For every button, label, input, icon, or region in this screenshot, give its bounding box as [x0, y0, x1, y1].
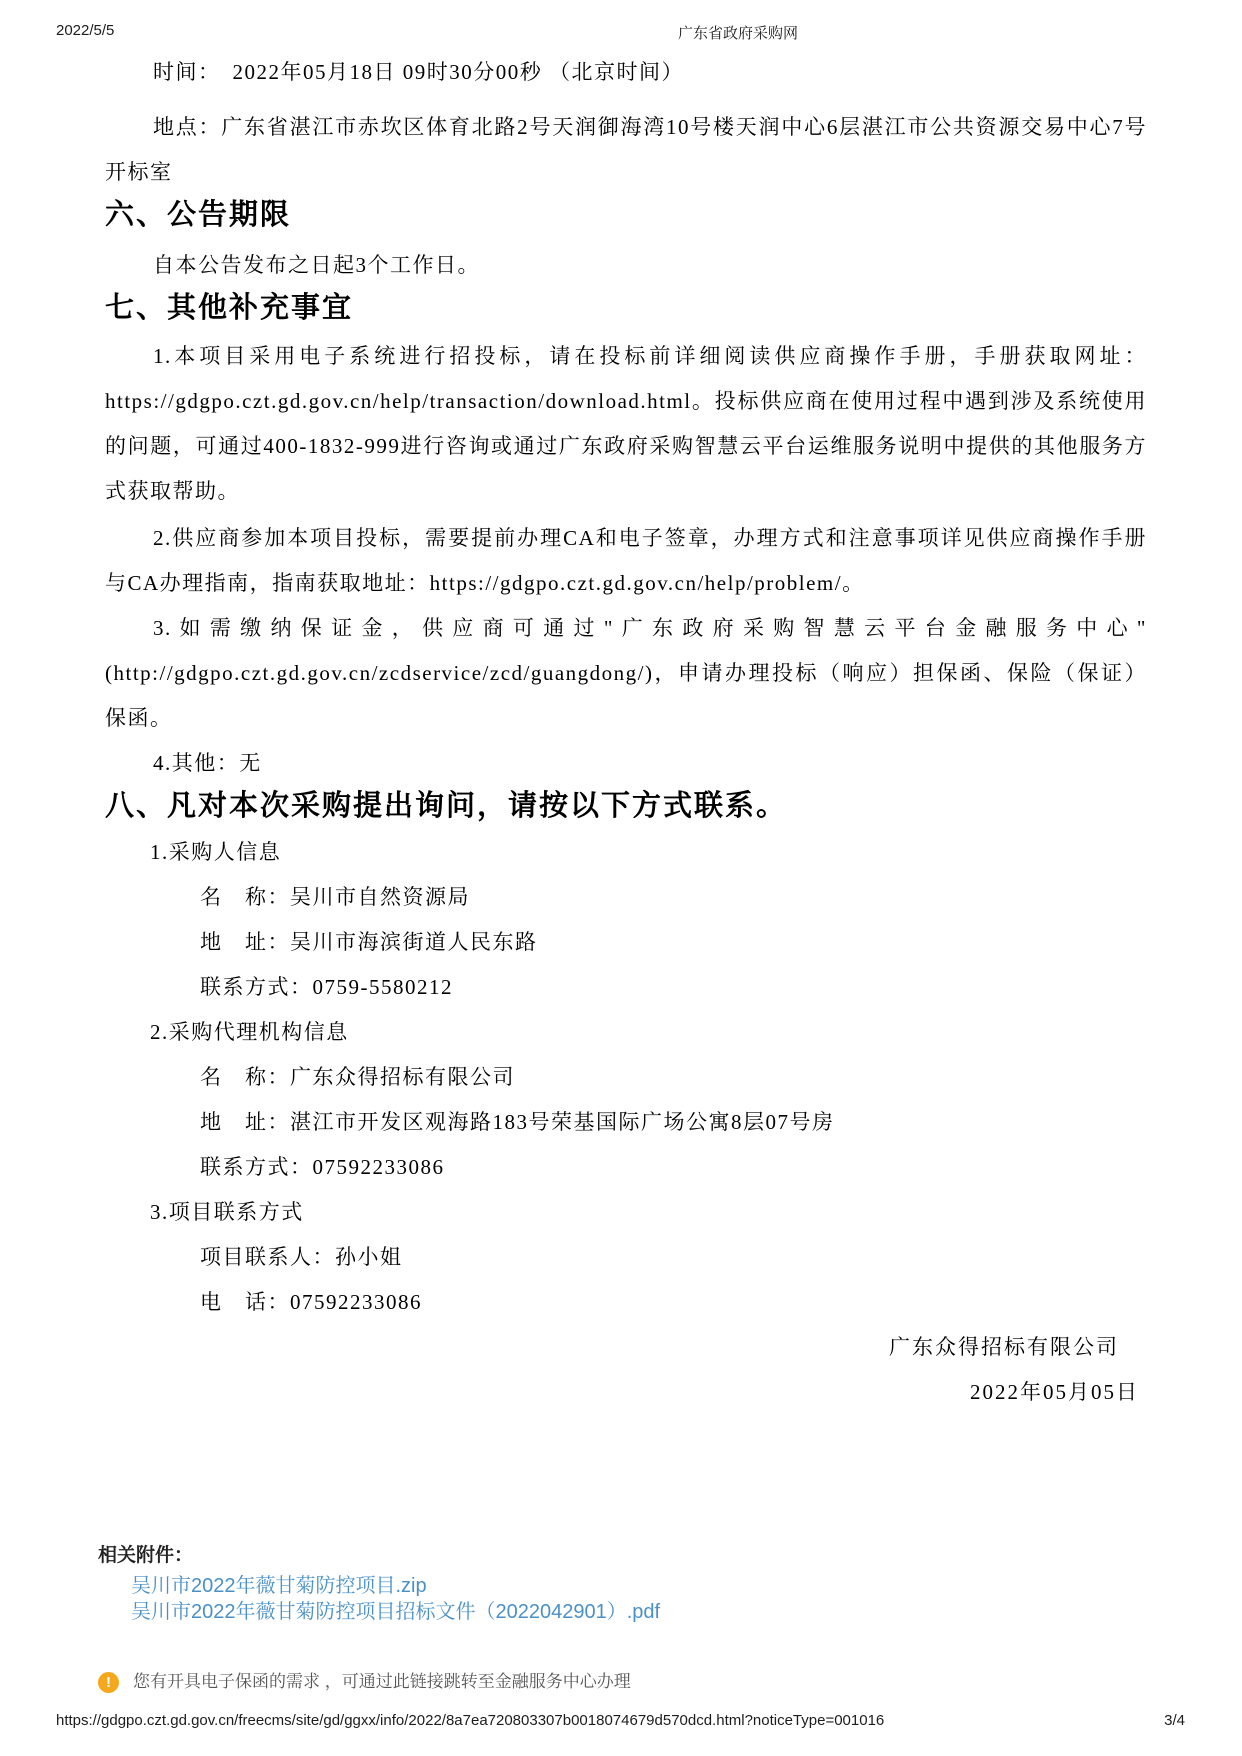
print-footer — [56, 1712, 1185, 1729]
bid-location-line: 地点：广东省湛江市赤坎区体育北路2号天润御海湾10号楼天润中心6层湛江市公共资源交易中心7号开标室 — [105, 115, 1147, 184]
site-title: 广东省政府采购网 — [678, 25, 799, 42]
contact-group-label-purchaser: 1.采购人信息 — [150, 840, 282, 864]
signature-date: 2022年05月05日 — [970, 1380, 1139, 1404]
contact-row-purchaser-name: 名 称：吴川市自然资源局 — [200, 885, 470, 909]
section-7-item-2: 2.供应商参加本项目投标，需要提前办理CA和电子签章，办理方式和注意事项详见供应商操作手册与CA办理指南，指南获取地址：https://gdgpo.czt.gd.gov.cn/help/problem/。 — [105, 526, 1147, 595]
contact-row-project-person: 项目联系人：孙小姐 — [200, 1245, 403, 1269]
contact-row-agency-phone: 联系方式：07592233086 — [200, 1155, 445, 1179]
notice-document — [105, 50, 1147, 1415]
section-8-heading: 八、凡对本次采购提出询问，请按以下方式联系。 — [105, 790, 788, 822]
contact-row-purchaser-phone: 联系方式：0759-5580212 — [200, 975, 453, 999]
section-7-item-3: 3.如需缴纳保证金，供应商可通过"广东政府采购智慧云平台金融服务中心"(http://gdgpo.czt.gd.gov.cn/zcdservice/zcd/guangdong/)，申请办理投标（响应）担保函、保险（保证）保函。 — [105, 616, 1147, 730]
source-url: https://gdgpo.czt.gd.gov.cn/freecms/site/gd/ggxx/info/2022/8a7ea720803307b0018074679d570dcd.html?noticeType=001016 — [56, 1712, 885, 1729]
attachment-link-pdf[interactable]: 吴川市2022年薇甘菊防控项目招标文件（2022042901）.pdf — [131, 1601, 661, 1623]
contact-row-agency-name: 名 称：广东众得招标有限公司 — [200, 1065, 515, 1089]
e-guarantee-notice — [98, 1670, 631, 1694]
contact-group-label-project: 3.项目联系方式 — [150, 1200, 304, 1224]
attachment-link-zip[interactable]: 吴川市2022年薇甘菊防控项目.zip — [131, 1575, 427, 1597]
attachments-label: 相关附件： — [98, 1545, 194, 1566]
print-date: 2022/5/5 — [56, 22, 115, 39]
section-6-heading: 六、公告期限 — [105, 199, 292, 231]
related-attachments — [98, 1543, 660, 1625]
section-7-item-1: 1.本项目采用电子系统进行招投标，请在投标前详细阅读供应商操作手册，手册获取网址：https://gdgpo.czt.gd.gov.cn/help/transaction/download.html。投标供应商在使用过程中遇到涉及系统使用的问题，可通过400-1832-999进行咨询或通过广东政府采购智慧云平台运维服务说明中提供的其他服务方式获取帮助。 — [105, 344, 1147, 503]
contact-row-agency-address: 地 址：湛江市开发区观海路183号荣基国际广场公寓8层07号房 — [200, 1110, 835, 1134]
contact-row-project-phone: 电 话：07592233086 — [200, 1290, 422, 1314]
section-6-body: 自本公告发布之日起3个工作日。 — [153, 253, 480, 277]
section-7-heading: 七、其他补充事宜 — [105, 292, 354, 324]
contact-group-label-agency: 2.采购代理机构信息 — [150, 1020, 349, 1044]
print-header — [56, 22, 1186, 42]
signature-company: 广东众得招标有限公司 — [889, 1335, 1119, 1359]
bid-time-line: 时间： 2022年05月18日 09时30分00秒 （北京时间） — [153, 60, 684, 84]
contact-row-purchaser-address: 地 址：吴川市海滨街道人民东路 — [200, 930, 538, 954]
e-guarantee-notice-text[interactable]: 您有开具电子保函的需求 ，可通过此链接跳转至金融服务中心办理 — [133, 1672, 631, 1691]
exclamation-circle-icon: ! — [98, 1672, 119, 1693]
page-number: 3/4 — [1164, 1712, 1185, 1729]
section-7-item-4: 4.其他：无 — [153, 751, 262, 775]
